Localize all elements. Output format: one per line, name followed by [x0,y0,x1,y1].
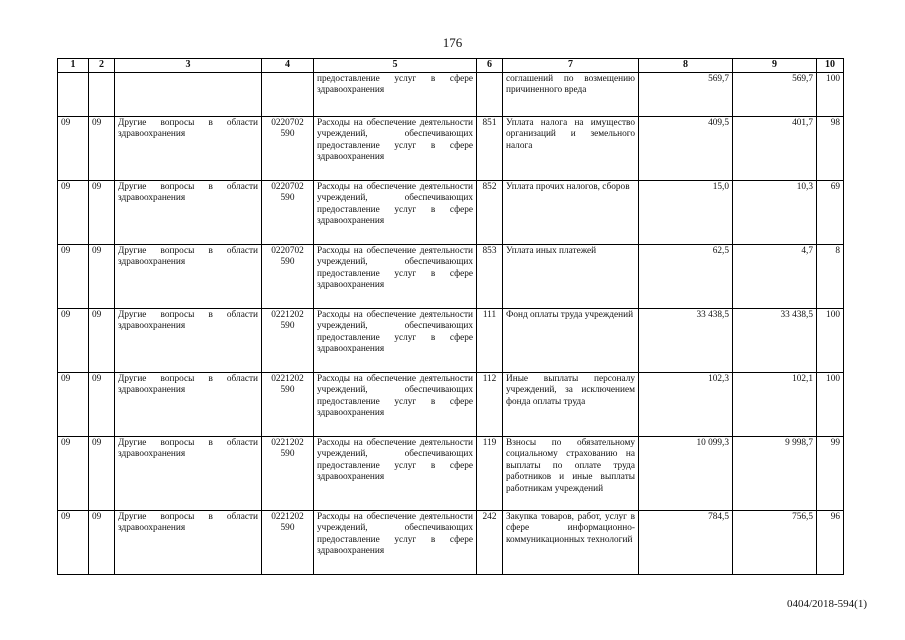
column-header: 1 [58,59,89,73]
cell-target-name: Расходы на обеспечение деятельности учреждений, обеспечивающих предоставление услуг в сфере здравоохранения [314,372,477,436]
column-header: 5 [314,59,477,73]
cell-section: 09 [58,308,89,372]
cell-percent: 8 [817,244,844,308]
cell-target-code: 0221202 590 [262,510,314,574]
cell-section: 09 [58,116,89,180]
cell-planned: 10 099,3 [639,436,733,510]
cell-expense-name: Взносы по обязательному социальному страхованию на выплаты по оплате труда работников и иные выплаты работникам учреждений [503,436,639,510]
cell-expense-type: 242 [477,510,503,574]
table-row [58,308,844,372]
cell-expense-name: соглашений по возмещению причиненного вреда [503,72,639,116]
table-row [58,180,844,244]
cell-expense-type [477,72,503,116]
cell-target-code: 0220702 590 [262,180,314,244]
column-header: 3 [115,59,262,73]
cell-percent: 100 [817,308,844,372]
cell-executed: 102,1 [733,372,817,436]
cell-percent: 100 [817,372,844,436]
cell-expense-type: 112 [477,372,503,436]
table-row [58,116,844,180]
document-code: 0404/2018-594(1) [786,598,867,610]
cell-planned: 569,7 [639,72,733,116]
cell-section-name: Другие вопросы в области здравоохранения [115,510,262,574]
cell-planned: 409,5 [639,116,733,180]
cell-target-code: 0221202 590 [262,308,314,372]
page-number: 176 [442,35,463,50]
cell-section-name: Другие вопросы в области здравоохранения [115,180,262,244]
cell-executed: 33 438,5 [733,308,817,372]
cell-target-name: Расходы на обеспечение деятельности учреждений, обеспечивающих предоставление услуг в сфере здравоохранения [314,244,477,308]
cell-expense-type: 119 [477,436,503,510]
cell-percent: 69 [817,180,844,244]
cell-expense-name: Уплата прочих налогов, сборов [503,180,639,244]
cell-planned: 33 438,5 [639,308,733,372]
cell-subsection: 09 [89,244,115,308]
cell-target-name: Расходы на обеспечение деятельности учреждений, обеспечивающих предоставление услуг в сфере здравоохранения [314,180,477,244]
cell-expense-name: Закупка товаров, работ, услуг в сфере информационно-коммуникационных технологий [503,510,639,574]
budget-table [57,58,844,575]
cell-section [58,72,89,116]
cell-expense-type: 853 [477,244,503,308]
column-header: 10 [817,59,844,73]
cell-executed: 10,3 [733,180,817,244]
cell-subsection: 09 [89,436,115,510]
column-header: 9 [733,59,817,73]
cell-subsection: 09 [89,510,115,574]
cell-subsection: 09 [89,116,115,180]
cell-section-name: Другие вопросы в области здравоохранения [115,116,262,180]
cell-expense-type: 851 [477,116,503,180]
cell-target-code: 0221202 590 [262,436,314,510]
cell-target-name: Расходы на обеспечение деятельности учреждений, обеспечивающих предоставление услуг в сфере здравоохранения [314,510,477,574]
cell-expense-type: 852 [477,180,503,244]
cell-percent: 99 [817,436,844,510]
cell-section: 09 [58,372,89,436]
cell-expense-name: Иные выплаты персоналу учреждений, за исключением фонда оплаты труда [503,372,639,436]
cell-planned: 62,5 [639,244,733,308]
cell-section: 09 [58,244,89,308]
cell-percent: 100 [817,72,844,116]
cell-expense-name: Уплата иных платежей [503,244,639,308]
cell-planned: 102,3 [639,372,733,436]
table-row [58,372,844,436]
cell-section-name: Другие вопросы в области здравоохранения [115,436,262,510]
cell-subsection: 09 [89,180,115,244]
column-header: 8 [639,59,733,73]
column-header: 7 [503,59,639,73]
cell-target-code: 0220702 590 [262,116,314,180]
cell-section-name [115,72,262,116]
column-header: 2 [89,59,115,73]
cell-section-name: Другие вопросы в области здравоохранения [115,244,262,308]
cell-target-code [262,72,314,116]
header-row [58,59,844,73]
cell-section-name: Другие вопросы в области здравоохранения [115,308,262,372]
cell-subsection: 09 [89,372,115,436]
column-header: 4 [262,59,314,73]
cell-target-code: 0221202 590 [262,372,314,436]
cell-planned: 15,0 [639,180,733,244]
cell-percent: 98 [817,116,844,180]
cell-percent: 96 [817,510,844,574]
cell-executed: 569,7 [733,72,817,116]
table-row [58,510,844,574]
cell-executed: 756,5 [733,510,817,574]
table-row [58,244,844,308]
cell-target-code: 0220702 590 [262,244,314,308]
table-row [58,436,844,510]
table-row [58,72,844,116]
cell-target-name: предоставление услуг в сфере здравоохранения [314,72,477,116]
cell-target-name: Расходы на обеспечение деятельности учреждений, обеспечивающих предоставление услуг в сфере здравоохранения [314,308,477,372]
cell-target-name: Расходы на обеспечение деятельности учреждений, обеспечивающих предоставление услуг в сфере здравоохранения [314,116,477,180]
cell-executed: 4,7 [733,244,817,308]
cell-subsection: 09 [89,308,115,372]
cell-section: 09 [58,180,89,244]
cell-section-name: Другие вопросы в области здравоохранения [115,372,262,436]
cell-section: 09 [58,510,89,574]
cell-expense-name: Уплата налога на имущество организаций и земельного налога [503,116,639,180]
cell-target-name: Расходы на обеспечение деятельности учреждений, обеспечивающих предоставление услуг в сфере здравоохранения [314,436,477,510]
cell-executed: 401,7 [733,116,817,180]
cell-subsection [89,72,115,116]
cell-planned: 784,5 [639,510,733,574]
column-header: 6 [477,59,503,73]
cell-expense-name: Фонд оплаты труда учреждений [503,308,639,372]
cell-expense-type: 111 [477,308,503,372]
cell-section: 09 [58,436,89,510]
cell-executed: 9 998,7 [733,436,817,510]
